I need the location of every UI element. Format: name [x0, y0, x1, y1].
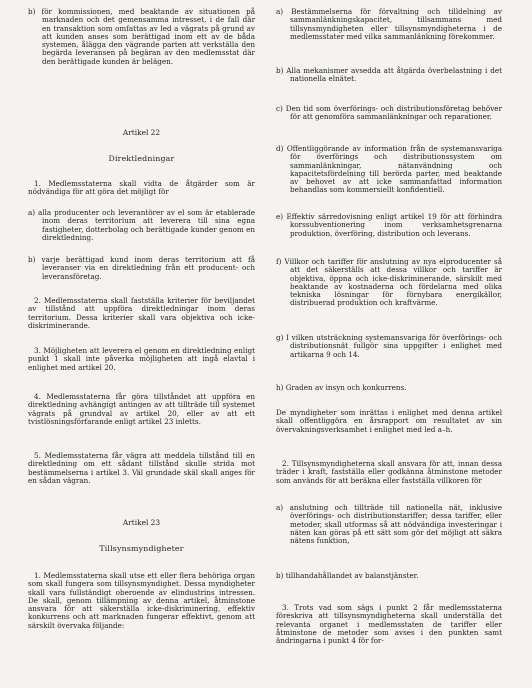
article-23-paragraph-1: 1. Medlemsstaterna skall utse ett eller flera behöriga organ som skall fungera som tillsynsmyndighet. Dessa myndigheter skall vara fullständigt oberoende av elindustrins intressen. De skall, genom tillämpning av denna artikel, åtminstone ansvara för att säkerställa icke-diskriminering, effektiv konkurrens och att marknaden fungerar effektivt, genom att särskilt övervaka följande:	[28, 571, 255, 630]
annual-report-paragraph: De myndigheter som inrättas i enlighet med denna artikel skall offentliggöra en årsrapport om resultatet av sin övervakningsverksamhet i enlighet med led a–h.	[276, 408, 502, 434]
article-22-item-a: a) alla producenter och leverantörer av el som är etablerade inom deras territorium att leverera till sina egna fastigheter, dotterbolag och berättigade kunder genom en direktledning.	[28, 208, 255, 242]
article-22-paragraph-5: 5. Medlemsstaterna får vägra att meddela tillstånd till en direktledning om ett sådant tillstånd skulle strida mot bestämmelserna i artikel 3. Väl grundade skäl skall anges för en sådan vägran.	[28, 451, 255, 485]
supervision-item-c: c) Den tid som överförings- och distributionsföretag behöver för att genomföra sammanlänkningar och reparationer.	[276, 104, 502, 122]
supervision-item-e: e) Effektiv särredovisning enligt artikel 19 för att förhindra korssubventionering inom verksamhetsgrenarna produktion, överföring, distribution och leverans.	[276, 212, 502, 238]
paragraph-2-item-b: b) tillhandahållandet av balanstjänster.	[276, 571, 419, 580]
supervision-item-f: f) Villkor och tariffer för anslutning av nya elproducenter så att det säkerställs att dessa villkor och tariffer är objektiva, öppna och icke-diskriminerande, särskilt med beaktande av kostnaderna och fördelarna med olika tekniska lösningar för förnybara energikällor, distribuerad produktion och kraftvärme.	[276, 257, 502, 308]
article-22-heading: Artikel 22	[122, 128, 161, 137]
supervision-item-g: g) I vilken utsträckning systemansvariga för överförings- och distributionsnät fullgör sina uppgifter i enlighet med artikarna 9 och 14.	[276, 333, 502, 359]
article-22-paragraph-3: 3. Möjligheten att leverera el genom en direktledning enligt punkt 1 skall inte påverka möjligheten att ingå elavtal i enlighet med artikel 20.	[28, 346, 255, 372]
commission-clause-b: b) för kommissionen, med beaktande av situationen på marknaden och det gemensamma intresset, i de fall där en transaktion som omfattas av led a vägrats på grund av att kunden anses som berättigad inom ett av de båda systemen, ålägga den vägrande parten att verkställa den begärda leveransen på begäran av den medlemsstat där den berättigade kunden är belägen.	[28, 7, 255, 66]
supervision-item-b: b) Alla mekanismer avsedda att åtgärda överbelastning i det nationella elnätet.	[276, 66, 502, 84]
article-22-paragraph-2: 2. Medlemsstaterna skall fastställa kriterier för beviljandet av tillstånd att uppföra direktledningar inom deras territorium. Dessa kriterier skall vara objektiva och icke-diskriminerande.	[28, 296, 255, 330]
supervision-item-h: h) Graden av insyn och konkurrens.	[276, 383, 407, 392]
article-22-paragraph-1: 1. Medlemsstaterna skall vidta de åtgärder som är nödvändiga för att göra det möjligt för	[28, 179, 255, 197]
article-22-title: Direktledningar	[108, 154, 175, 163]
article-22-item-b: b) varje berättigad kund inom deras territorium att få leveranser via en direktledning från ett producent- och leveransföretag.	[28, 255, 255, 281]
article-23-paragraph-2: 2. Tillsynsmyndigheterna skall ansvara för att, innan dessa träder i kraft, fastställa eller godkänna åtminstone metoder som används för att beräkna eller fastställa villkoren för	[276, 459, 502, 485]
article-22-paragraph-4: 4. Medlemsstaterna får göra tillståndet att uppföra en direktledning avhängigt antingen av att tillträde till systemet vägrats på grundval av artikel 20, eller av att ett tvistlösningsförfarande enligt artikel 23 inletts.	[28, 392, 255, 426]
supervision-item-d: d) Offentliggörande av information från de systemansvariga för överförings och distributionssystem om sammanlänkningar, nätanvändning och kapacitetsfördelning till berörda parter, med beaktande av behovet av att icke sammanfattad information behandlas som kommersiellt konfidentiell.	[276, 144, 502, 195]
article-23-heading: Artikel 23	[122, 518, 161, 527]
supervision-item-a: a) Bestämmelserna för förvaltning och tilldelning av sammanlänkningskapacitet, tillsammans med tillsynsmyndigheten eller tillsynsmyndigheterna i de medlemsstater med vilka sammanlänkning förekommer.	[276, 7, 502, 41]
paragraph-2-item-a: a) anslutning och tillträde till nationella nät, inklusive överförings- och distributionstariffer; dessa tariffer, eller metoder, skall utformas så att nödvändiga investeringar i näten kan göras på ett sätt som gör det möjligt att säkra nätens funktion,	[276, 503, 502, 546]
article-23-title: Tillsynsmyndigheter	[99, 544, 184, 553]
article-23-paragraph-3: 3. Trots vad som sägs i punkt 2 får medlemsstaterna föreskriva att tillsynsmyndigheterna skall underställa det relevanta organet i medlemsstaten de tariffer eller åtminstone de metoder som avses i den punkten samt ändringarna i punkt 4 för for-	[276, 603, 502, 646]
